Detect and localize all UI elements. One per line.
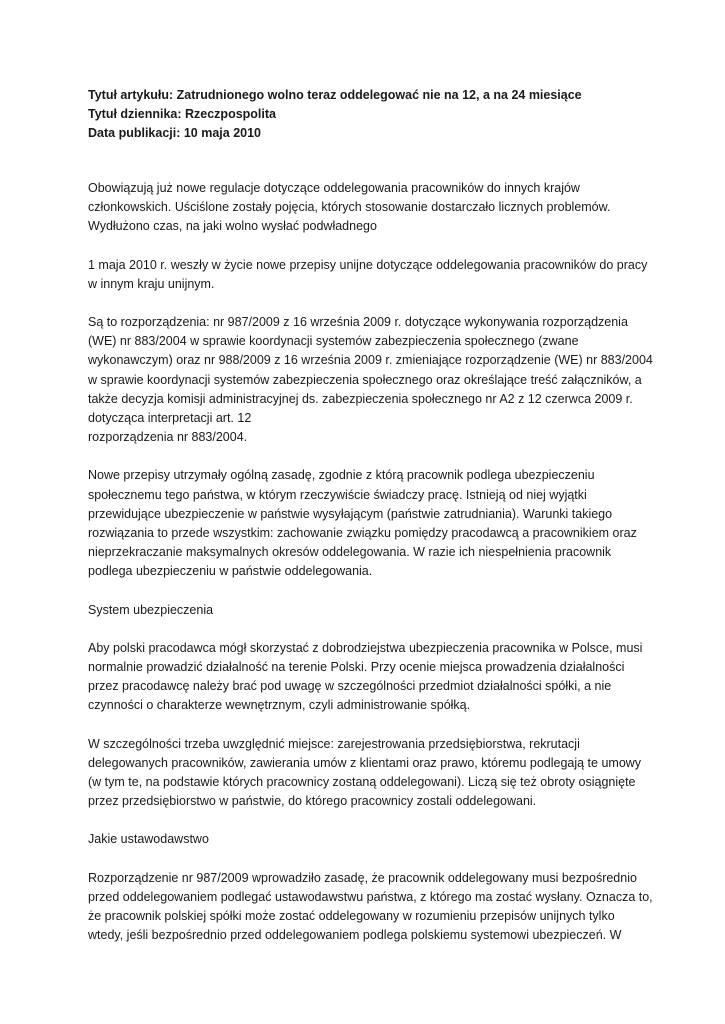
paragraph (88, 869, 653, 946)
text-line: (w tym te, na podstawie których pracownicy zostaną oddelegowani). Liczą się też obroty osiągnięte (88, 775, 636, 790)
text-line: (WE) nr 883/2004 w sprawie koordynacji systemów zabezpieczenia społecznego (zwane (88, 334, 579, 349)
text-line: że pracownik polskiej spółki może zostać oddelegowany w rozumieniu przepisów unijnych tylko (88, 909, 615, 924)
text-line: normalnie prowadzić działalność na terenie Polski. Przy ocenie miejsca prowadzenia działalności (88, 660, 625, 675)
text-line: przez pracodawcę należy brać pod uwagę w szczególności przedmiot działalności spółki, a nie (88, 679, 612, 694)
section-heading (88, 601, 648, 620)
text-line: System ubezpieczenia (88, 602, 214, 617)
text-line: Nowe przepisy utrzymały ogólną zasadę, zgodnie z którą pracownik podlega ubezpieczeniu (88, 468, 595, 483)
text-line: nieprzekraczanie maksymalnych okresów oddelegowania. W razie ich niespełnienia pracownik (88, 545, 612, 560)
text-line: przez przedsiębiorstwo w państwie, do którego pracownicy zostali oddelegowani. (88, 794, 537, 809)
document-page (88, 86, 653, 965)
article-title: Tytuł artykułu: Zatrudnionego wolno teraz oddelegować nie na 12, a na 24 miesiące (88, 88, 582, 102)
text-line: Jakie ustawodawstwo (88, 832, 209, 847)
article-body (88, 179, 653, 946)
text-line: Wydłużono czas, na jaki wolno wysłać podwładnego (88, 219, 377, 234)
publication-date: Data publikacji: 10 maja 2010 (88, 126, 262, 140)
paragraph (88, 466, 648, 581)
text-line: także decyzja komisji administracyjnej ds. zabezpieczenia społecznego nr A2 z 12 czerwca 2009 r. (88, 391, 633, 406)
journal-title: Tytuł dziennika: Rzeczpospolita (88, 107, 276, 121)
text-line: 1 maja 2010 r. weszły w życie nowe przepisy unijne dotyczące oddelegowania pracowników do pracy (88, 257, 648, 272)
text-line: czynności o charakterze wewnętrznym, czyli administrowanie spółką. (88, 698, 471, 713)
section-heading (88, 830, 648, 849)
text-line: wykonawczym) oraz nr 988/2009 z 16 września 2009 r. zmieniające rozporządzenie (WE) nr 883/2004 (88, 353, 653, 368)
paragraph (88, 179, 648, 237)
text-line: delegowanych pracowników, zawierania umów z klientami oraz prawo, któremu podlegają te umowy (88, 755, 642, 770)
text-line: społecznemu tego państwa, w którym rzeczywiście świadczy pracę. Istnieją od niej wyjątki (88, 487, 587, 502)
text-line: członkowskich. Uściślone zostały pojęcia, których stosowanie dostarczało licznych problemów. (88, 200, 611, 215)
text-line: rozwiązania to przede wszystkim: zachowanie związku pomiędzy pracodawcą a pracownikiem oraz (88, 526, 637, 541)
text-line: W szczególności trzeba uwzględnić miejsce: zarejestrowania przedsiębiorstwa, rekrutacji (88, 736, 580, 751)
text-line: rozporządzenia nr 883/2004. (88, 430, 248, 445)
text-line: Są to rozporządzenia: nr 987/2009 z 16 września 2009 r. dotyczące wykonywania rozporządzenia (88, 315, 628, 330)
text-line: w innym kraju unijnym. (88, 276, 215, 291)
paragraph (88, 735, 648, 812)
text-line: Rozporządzenie nr 987/2009 wprowadziło zasadę, że pracownik oddelegowany musi bezpośrednio (88, 870, 637, 885)
paragraph (88, 313, 653, 447)
text-line: dotycząca interpretacji art. 12 (88, 411, 252, 426)
text-line: przewidujące ubezpieczenie w państwie wysyłającym (państwie zatrudniania). Warunki takiego (88, 506, 613, 521)
text-line: Aby polski pracodawca mógł skorzystać z dobrodziejstwa ubezpieczenia pracownika w Polsce, musi (88, 640, 643, 655)
text-line: wtedy, jeśli bezpośrednio przed oddelegowaniem podlega polskiemu systemowi ubezpieczeń. W (88, 928, 622, 943)
paragraph (88, 256, 648, 294)
paragraph (88, 639, 648, 716)
text-line: Obowiązują już nowe regulacje dotyczące oddelegowania pracowników do innych krajów (88, 181, 580, 195)
text-line: w sprawie koordynacji systemów zabezpieczenia społecznego oraz określające treść załączników, a (88, 372, 642, 387)
text-line: przed oddelegowaniem podlegać ustawodawstwu państwa, z którego ma zostać wysłany. Oznacza to, (88, 889, 653, 904)
text-line: podlega ubezpieczeniu w państwie oddelegowania. (88, 564, 373, 579)
article-metadata (88, 86, 648, 143)
